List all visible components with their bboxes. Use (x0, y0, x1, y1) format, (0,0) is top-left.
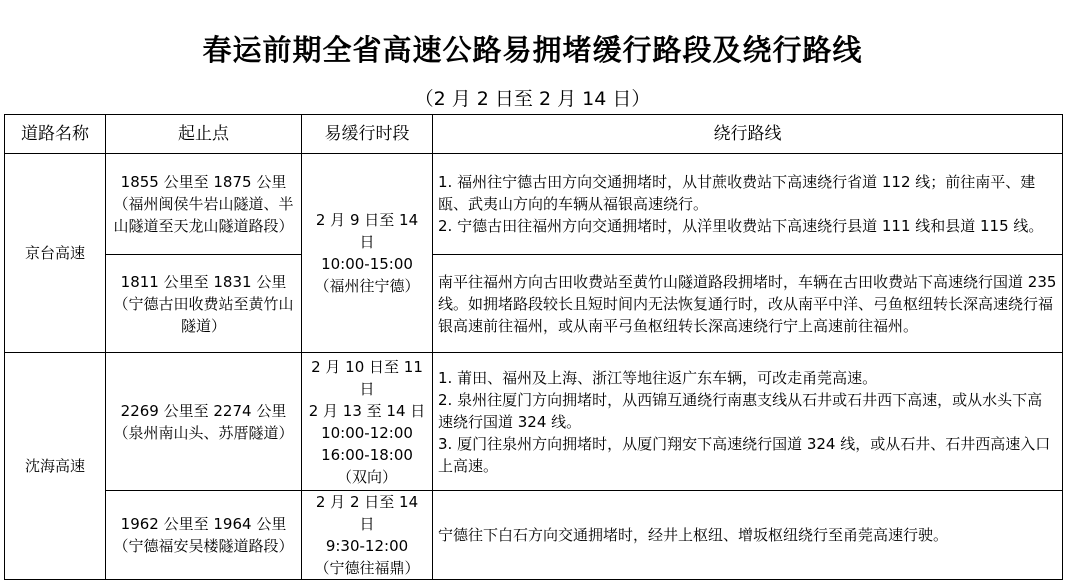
route-line: 1. 福州往宁德古田方向交通拥堵时，从甘蔗收费站下高速绕行省道 112 线；前往南平、建瓯、武夷山方向的车辆从福银高速绕行。 (438, 173, 1036, 213)
start-end-cell: 1962 公里至 1964 公里（宁德福安吴楼隧道路段） (106, 491, 302, 580)
route-line: 南平往福州方向古田收费站至黄竹山隧道路段拥堵时，车辆在古田收费站下高速绕行国道 235 线。如拥堵路段较长且短时间内无法恢复通行时，改从南平中洋、弓鱼枢纽转长深高速绕行福银高速前往福州，或从南平弓鱼枢纽转长深高速绕行宁上高速前往福州。 (438, 272, 1057, 335)
start-end-cell: 1811 公里至 1831 公里（宁德古田收费站至黄竹山隧道） (106, 255, 302, 353)
time-line: 2 月 10 日至 11 日 (311, 357, 423, 398)
table-row (5, 154, 1063, 255)
route-line: 2. 泉州往厦门方向拥堵时，从西锦互通绕行南惠支线从石井或石井西下高速，或从水头下高速绕行国道 324 线。 (438, 390, 1043, 431)
header-road-name: 道路名称 (5, 115, 106, 154)
time-line: 2 月 2 日至 14 日 (315, 493, 419, 533)
time-line: 9:30-12:00 (325, 537, 409, 555)
time-cell (302, 491, 433, 580)
document-title: 春运前期全省高速公路易拥堵缓行路段及绕行路线 (202, 33, 863, 67)
time-line: 2 月 9 日至 14 日 (315, 211, 419, 251)
road-name-cell: 京台高速 (5, 154, 106, 353)
route-cell (433, 154, 1063, 255)
time-line: 2 月 13 至 14 日 (308, 401, 426, 420)
time-line: （福州往宁德） (314, 277, 420, 295)
time-line: 16:00-18:00 (321, 445, 413, 464)
route-line: 3. 厦门往泉州方向拥堵时，从厦门翔安下高速绕行国道 324 线，或从石井、石井西高速入口上高速。 (438, 434, 1051, 475)
table-row (5, 491, 1063, 580)
route-cell (433, 353, 1063, 491)
route-line: 宁德往下白石方向交通拥堵时，经井上枢纽、增坂枢纽绕行至甬莞高速行驶。 (438, 526, 949, 544)
table-row (5, 255, 1063, 353)
route-line: 2. 宁德古田往福州方向交通拥堵时，从洋里收费站下高速绕行县道 111 线和县道 115 线。 (438, 217, 1044, 235)
start-end-cell: 2269 公里至 2274 公里（泉州南山头、苏厝隧道） (106, 353, 302, 491)
detour-table (4, 114, 1063, 580)
document-subtitle: （2 月 2 日至 2 月 14 日） (414, 88, 651, 110)
header-congestion-time: 易缓行时段 (302, 115, 433, 154)
time-line: 10:00-12:00 (321, 423, 413, 442)
time-line: （宁德往福鼎） (314, 559, 420, 577)
header-detour-route: 绕行路线 (433, 115, 1063, 154)
table-row (5, 353, 1063, 491)
header-start-end: 起止点 (106, 115, 302, 154)
time-cell (302, 353, 433, 491)
route-line: 1. 莆田、福州及上海、浙江等地往返广东车辆，可改走甬莞高速。 (438, 368, 878, 387)
road-name-cell: 沈海高速 (5, 353, 106, 580)
table-header-row (5, 115, 1063, 154)
time-cell (302, 154, 433, 353)
route-cell (433, 255, 1063, 353)
time-line: （双向） (336, 467, 397, 486)
time-line: 10:00-15:00 (321, 255, 413, 273)
start-end-cell: 1855 公里至 1875 公里（福州闽侯牛岩山隧道、半山隧道至天龙山隧道路段） (106, 154, 302, 255)
route-cell (433, 491, 1063, 580)
